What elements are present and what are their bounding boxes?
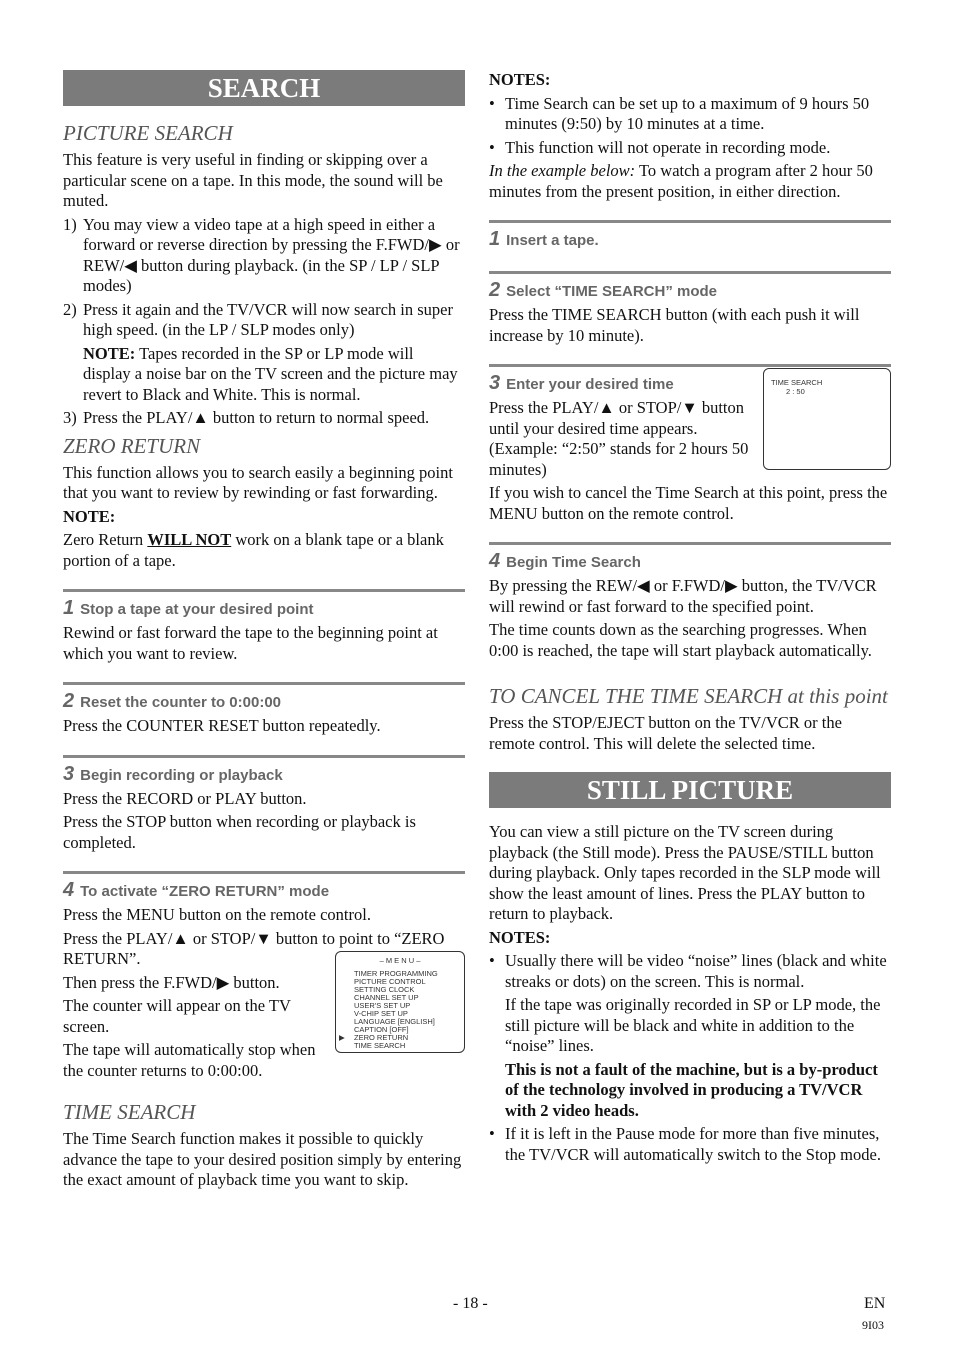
list-item: • If it is left in the Pause mode for more than five minutes, the TV/VCR will automatically switch to the Stop mode. (489, 1124, 881, 1164)
step-text: Press the PLAY/▲ or STOP/▼ button until your desired time appears. (Example: “2:50” stands for 2 hours 50 minutes) (489, 398, 749, 479)
menu-list: TIMER PROGRAMMING PICTURE CONTROL SETTING CLOCK CHANNEL SET UP USER'S SET UP V-CHIP SET UP LANGUAGE [ENGLISH] CAPTION [OFF] ▶ ZERO RETURN TIME SEARCH (339, 969, 438, 1050)
right-column (489, 70, 891, 1168)
divider (489, 271, 891, 274)
step-text: Press the COUNTER RESET button repeatedly. (63, 716, 381, 735)
step-title: 4 Begin Time Search (489, 550, 641, 572)
step4-block (63, 905, 465, 1081)
zero-return-intro: This function allows you to search easily a beginning point that you want to review by rewinding or fast forwarding. (63, 462, 453, 502)
step-text: The time counts down as the searching progresses. When 0:00 is reached, the tape will start playback automatically. (489, 620, 872, 660)
step-title: 1 Insert a tape. (489, 228, 599, 250)
picture-search-list (63, 215, 465, 429)
list-item: 1) You may view a video tape at a high speed in either a forward or reverse direction by pressing the F.FWD/▶ or REW/◀ button during playback. (in the SP / LP / SLP modes) (63, 214, 460, 295)
divider (63, 755, 465, 758)
zero-return-heading: ZERO RETURN (63, 433, 201, 458)
still-intro: You can view a still picture on the TV screen during playback (the Still mode). Press the PAUSE/STILL button during playback. Only tapes recorded in the SLP mode will show the least amount of lines. Press the PLAY button to return to playback. (489, 822, 881, 923)
search-banner: SEARCH (63, 70, 465, 106)
example-text: In the example below: To watch a program after 2 hour 50 minutes from the present position, in either direction. (489, 161, 873, 201)
step-text: Press the STOP button when recording or playback is completed. (63, 812, 416, 852)
time-search-screen-illustration: TIME SEARCH 2 : 50 (763, 368, 891, 470)
note-item: NOTE: Tapes recorded in the SP or LP mode will display a noise bar on the TV screen and the picture may revert to Black and White. This is normal. (83, 343, 458, 404)
step-text: The tape will automatically stop when the counter returns to 0:00:00. (63, 1040, 316, 1080)
document-code: 9I03 (862, 1318, 884, 1332)
step-text: Press the RECORD or PLAY button. (63, 788, 307, 808)
zero-return-note-label: NOTE: (63, 506, 116, 526)
step-title: 2 Select “TIME SEARCH” mode (489, 279, 717, 301)
step-text: If you wish to cancel the Time Search at this point, press the MENU button on the remote control. (489, 483, 888, 523)
step-text: Press the MENU button on the remote control. (63, 905, 371, 924)
divider (489, 542, 891, 545)
divider (63, 589, 465, 592)
list-item: • Time Search can be set up to a maximum of 9 hours 50 minutes (9:50) by 10 minutes at a time. (489, 93, 870, 133)
divider (489, 220, 891, 223)
step-title: 3 Enter your desired time (489, 372, 674, 394)
divider (63, 682, 465, 685)
notes-label: NOTES: (489, 70, 551, 89)
cancel-heading: TO CANCEL THE TIME SEARCH at this point (489, 684, 888, 708)
list-item: 2) Press it again and the TV/VCR will now search in super high speed. (in the LP / SLP modes only) (63, 299, 453, 339)
step-title: 4 To activate “ZERO RETURN” mode (63, 879, 330, 901)
step-text: Rewind or fast forward the tape to the beginning point at which you want to review. (63, 623, 438, 663)
picture-search-intro: This feature is very useful in finding or skipping over a particular scene on a tape. In this mode, the sound will be muted. (63, 150, 443, 210)
list-item: 3) Press the PLAY/▲ button to return to normal speed. (63, 408, 430, 427)
step-title: 2 Reset the counter to 0:00:00 (63, 690, 282, 712)
cursor-arrow-icon: ▶ (339, 1033, 345, 1042)
picture-search-heading: PICTURE SEARCH (63, 121, 233, 145)
list-item: • This function will not operate in recording mode. (489, 137, 831, 157)
list-item: • Usually there will be video “noise” lines (black and white streaks or dots) on the screen. This is normal. (489, 951, 887, 991)
list-item: If the tape was originally recorded in SP or LP mode, the still picture will be black and white in addition to the “noise” lines. (505, 995, 881, 1055)
step-text: The counter will appear on the TV screen. (63, 996, 291, 1036)
still-picture-banner: STILL PICTURE (489, 772, 891, 808)
time-search-heading: TIME SEARCH (63, 1100, 196, 1124)
time-search-intro: The Time Search function makes it possible to quickly advance the tape to your desired position simply by entering the exact amount of playback time you want to skip. (63, 1129, 462, 1189)
still-notes-label: NOTES: (489, 927, 551, 947)
step-text: Then press the F.FWD/▶ button. (63, 972, 280, 992)
page-number: - 18 - (453, 1295, 488, 1312)
divider (63, 871, 465, 874)
zero-return-note: Zero Return WILL NOT work on a blank tape or a blank portion of a tape. (63, 530, 444, 570)
language-code: EN (864, 1295, 886, 1312)
menu-screen-illustration: – M E N U – TIMER PROGRAMMING PICTURE CONTROL SETTING CLOCK CHANNEL SET UP USER'S SET UP V-CHIP SET UP LANGUAGE [ENGLISH] CAPTION [OFF] ▶ ZERO RETURN TIME SEARCH (335, 951, 465, 1053)
cancel-text: Press the STOP/EJECT button on the TV/VCR or the remote control. This will delete the selected time. (489, 713, 842, 753)
step-text: By pressing the REW/◀ or F.FWD/▶ button, the TV/VCR will rewind or fast forward to the specified point. (489, 576, 877, 616)
step-title: 3 Begin recording or playback (63, 762, 283, 785)
step-text: Press the PLAY/▲ or STOP/▼ button to point to “ZERO RETURN”. (63, 928, 445, 968)
step-title: 1 Stop a tape at your desired point (63, 597, 314, 619)
divider (489, 364, 891, 367)
list-item: This is not a fault of the machine, but is a by-product of the technology involved in producing a TV/VCR with 2 video heads. (505, 1059, 878, 1120)
step-text: Press the TIME SEARCH button (with each push it will increase by 10 minute). (489, 305, 860, 345)
left-column (63, 70, 465, 1194)
